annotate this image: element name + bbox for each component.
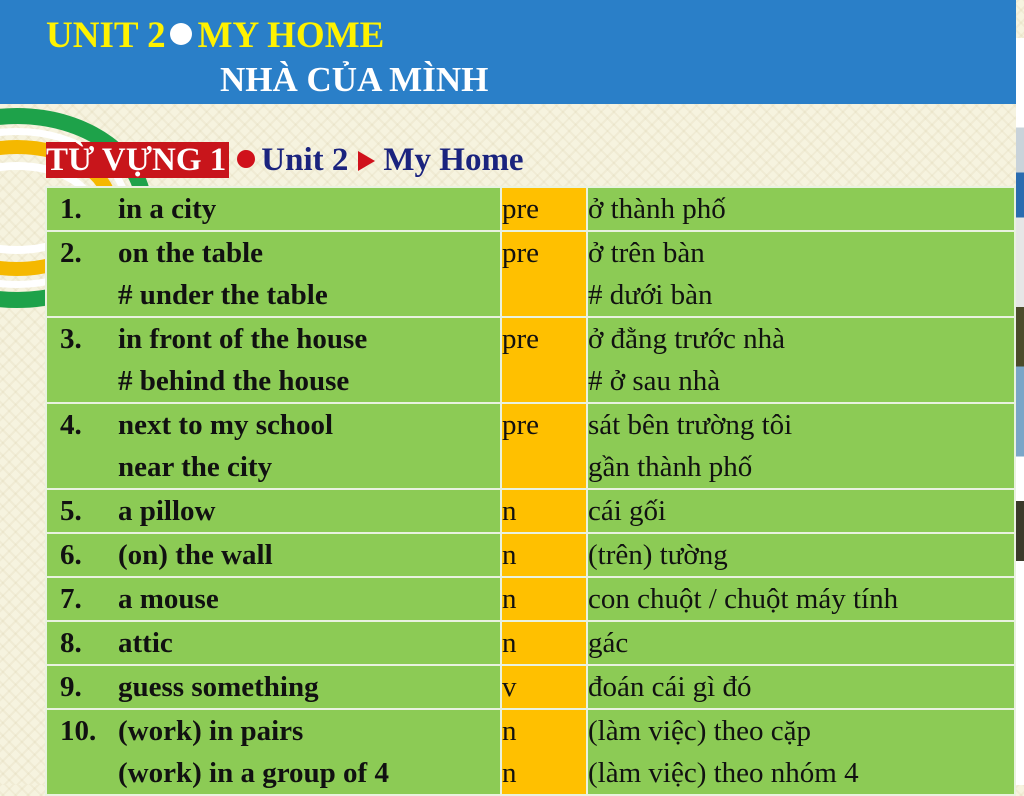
part-of-speech: n [502, 539, 517, 571]
table-row [46, 403, 1015, 489]
vietnamese-meaning: ở trên bàn [588, 237, 705, 269]
section-heading [46, 142, 524, 184]
table-row [46, 231, 1015, 317]
pos-cell [501, 317, 587, 403]
bullet-dot-icon [170, 23, 192, 45]
english-term: a mouse [118, 583, 219, 615]
pos-cell [501, 577, 587, 621]
english-cell [46, 187, 501, 231]
english-term: attic [118, 627, 173, 659]
vietnamese-meaning-alt: gần thành phố [588, 451, 753, 483]
section-topic: My Home [383, 142, 524, 178]
vietnamese-cell [587, 709, 1015, 795]
vietnamese-cell [587, 317, 1015, 403]
vietnamese-cell [587, 665, 1015, 709]
table-row [46, 665, 1015, 709]
item-number: 9. [60, 671, 82, 703]
english-term-alt: near the city [118, 451, 273, 483]
part-of-speech: pre [502, 323, 540, 355]
item-number: 10. [60, 715, 97, 747]
english-term: (on) the wall [118, 539, 273, 571]
vietnamese-meaning: (làm việc) theo cặp [588, 715, 812, 747]
english-cell [46, 621, 501, 665]
english-cell [46, 403, 501, 489]
table-row [46, 533, 1015, 577]
vietnamese-cell [587, 621, 1015, 665]
item-number: 4. [60, 409, 82, 441]
english-term: guess something [118, 671, 319, 703]
vocab-table [45, 186, 1016, 796]
vietnamese-cell [587, 187, 1015, 231]
pos-cell [501, 489, 587, 533]
english-term: a pillow [118, 495, 216, 527]
english-term-alt: # under the table [118, 279, 328, 311]
part-of-speech: v [502, 671, 517, 703]
pos-cell [501, 621, 587, 665]
part-of-speech: pre [502, 193, 540, 225]
table-row [46, 187, 1015, 231]
vietnamese-cell [587, 577, 1015, 621]
unit-subtitle: NHÀ CỦA MÌNH [220, 60, 489, 99]
table-row [46, 709, 1015, 795]
english-cell [46, 577, 501, 621]
unit-title [46, 14, 384, 57]
part-of-speech: n [502, 495, 517, 527]
table-row [46, 317, 1015, 403]
item-number: 2. [60, 237, 82, 269]
vietnamese-meaning: ở đằng trước nhà [588, 323, 785, 355]
vietnamese-cell [587, 231, 1015, 317]
pos-cell [501, 709, 587, 795]
vietnamese-meaning: (trên) tường [588, 539, 728, 571]
red-dot-icon [237, 150, 255, 168]
table-row [46, 489, 1015, 533]
english-term: on the table [118, 237, 263, 269]
vietnamese-cell [587, 489, 1015, 533]
english-term: in front of the house [118, 323, 368, 355]
unit-topic: MY HOME [197, 15, 385, 56]
pos-cell [501, 403, 587, 489]
pos-cell [501, 187, 587, 231]
item-number: 3. [60, 323, 82, 355]
english-cell [46, 489, 501, 533]
part-of-speech: n [502, 627, 517, 659]
english-term: next to my school [118, 409, 334, 441]
play-arrow-icon [358, 151, 375, 171]
vietnamese-meaning: đoán cái gì đó [588, 671, 752, 703]
vietnamese-meaning: con chuột / chuột máy tính [588, 583, 899, 615]
pos-cell [501, 533, 587, 577]
english-cell [46, 533, 501, 577]
vietnamese-meaning-alt: # dưới bàn [588, 279, 713, 311]
item-number: 5. [60, 495, 82, 527]
vietnamese-meaning: gác [588, 627, 629, 659]
part-of-speech: pre [502, 237, 540, 269]
english-term-alt: (work) in a group of 4 [118, 757, 389, 789]
english-term-alt: # behind the house [118, 365, 350, 397]
english-cell [46, 317, 501, 403]
unit-label: UNIT 2 [46, 15, 166, 56]
section-unit: Unit 2 [261, 142, 349, 178]
table-row [46, 577, 1015, 621]
vietnamese-meaning: cái gối [588, 495, 667, 527]
side-image-strip [1016, 38, 1024, 785]
vietnamese-meaning: sát bên trường tôi [588, 409, 793, 441]
english-cell [46, 231, 501, 317]
part-of-speech: n [502, 715, 517, 747]
title-banner [0, 0, 1016, 104]
part-of-speech: pre [502, 409, 540, 441]
english-cell [46, 665, 501, 709]
vietnamese-meaning: ở thành phố [588, 193, 726, 225]
pos-cell [501, 231, 587, 317]
item-number: 8. [60, 627, 82, 659]
table-row [46, 621, 1015, 665]
item-number: 1. [60, 193, 82, 225]
item-number: 7. [60, 583, 82, 615]
item-number: 6. [60, 539, 82, 571]
vietnamese-cell [587, 533, 1015, 577]
vietnamese-meaning-alt: (làm việc) theo nhóm 4 [588, 757, 859, 789]
pos-cell [501, 665, 587, 709]
english-term: in a city [118, 193, 217, 225]
english-term: (work) in pairs [118, 715, 304, 747]
vocab-tag: TỪ VỰNG 1 [46, 142, 229, 178]
vietnamese-cell [587, 403, 1015, 489]
part-of-speech-alt: n [502, 757, 517, 789]
vietnamese-meaning-alt: # ở sau nhà [588, 365, 721, 397]
english-cell [46, 709, 501, 795]
part-of-speech: n [502, 583, 517, 615]
